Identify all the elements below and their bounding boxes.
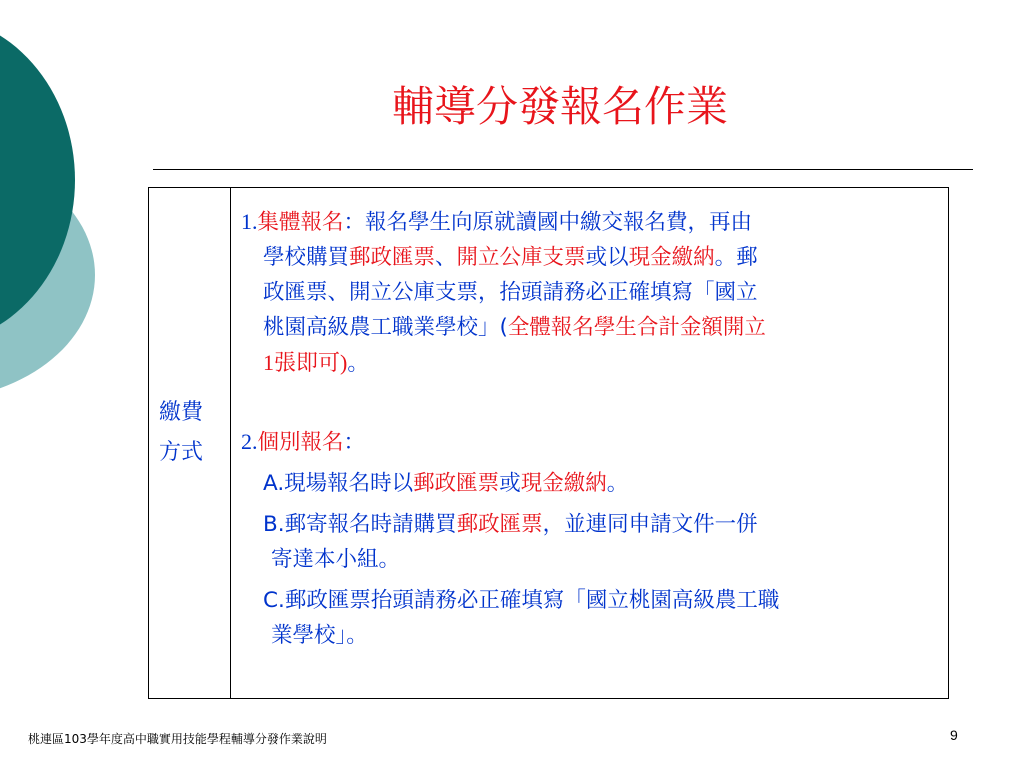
- item2-a-red1: 郵政匯票: [413, 471, 500, 496]
- table-label-cell: [149, 188, 231, 698]
- item1-red2: 開立公庫支票: [456, 245, 586, 270]
- item1-heading: 集體報名: [257, 210, 344, 235]
- slide-title: 輔導分發報名作業: [391, 82, 728, 131]
- item2-a-red2: 現金繳納: [520, 471, 607, 496]
- item2-b-text2: ，並連同申請文件一併: [542, 512, 758, 537]
- item1-red3: 現金繳納: [628, 245, 715, 270]
- item1-red1: 郵政匯票: [349, 245, 436, 270]
- title-divider: [153, 169, 973, 170]
- fee-method-table: [148, 187, 949, 699]
- item2-b-text1: B.郵寄報名時請購買: [263, 512, 457, 537]
- item1-text4: 或以: [585, 245, 629, 270]
- row-label-line2: 方式: [159, 440, 204, 465]
- slide-footer: 桃連區103學年度高中職實用技能學程輔導分發作業說明: [28, 732, 327, 746]
- item2-colon: ：: [343, 430, 366, 455]
- page-number: 9: [950, 727, 958, 743]
- item2-a-text1: A.現場報名時以: [263, 471, 414, 496]
- item1-red4: 全體報名學生合計金額開立: [507, 315, 766, 340]
- item1-red5: 1張即可): [263, 350, 348, 375]
- item1-text1: ：報名學生向原就讀國中繳交報名費，再由: [343, 210, 753, 235]
- table-content-cell: [231, 188, 948, 698]
- item1-text7: 桃園高級農工職業學校」(: [263, 315, 508, 340]
- item2-b-text3: 寄達本小組。: [271, 547, 401, 572]
- item1-text3: 、: [435, 245, 457, 270]
- item-individual-registration: [241, 424, 941, 653]
- item1-text5: 。郵: [714, 245, 758, 270]
- item2-a-text3: 。: [606, 471, 629, 496]
- row-label-line1: 繳費: [159, 400, 204, 425]
- item2-c-text1: C.郵政匯票抬頭請務必正確填寫「國立桃園高級農工職: [263, 588, 780, 613]
- item1-number: 1.: [241, 209, 258, 234]
- item1-text6: 政匯票、開立公庫支票，抬頭請務必正確填寫「國立: [263, 280, 758, 305]
- item2-c-text2: 業學校」。: [271, 623, 368, 648]
- row-label: [159, 393, 203, 473]
- item1-text2: 學校購買: [263, 245, 350, 270]
- item-group-registration: [241, 204, 941, 381]
- item2-a-text2: 或: [499, 471, 521, 496]
- item2-number: 2.: [241, 429, 258, 454]
- item1-text8: 。: [347, 351, 369, 376]
- item2-heading: 個別報名: [257, 430, 344, 455]
- item2-b-red1: 郵政匯票: [456, 512, 543, 537]
